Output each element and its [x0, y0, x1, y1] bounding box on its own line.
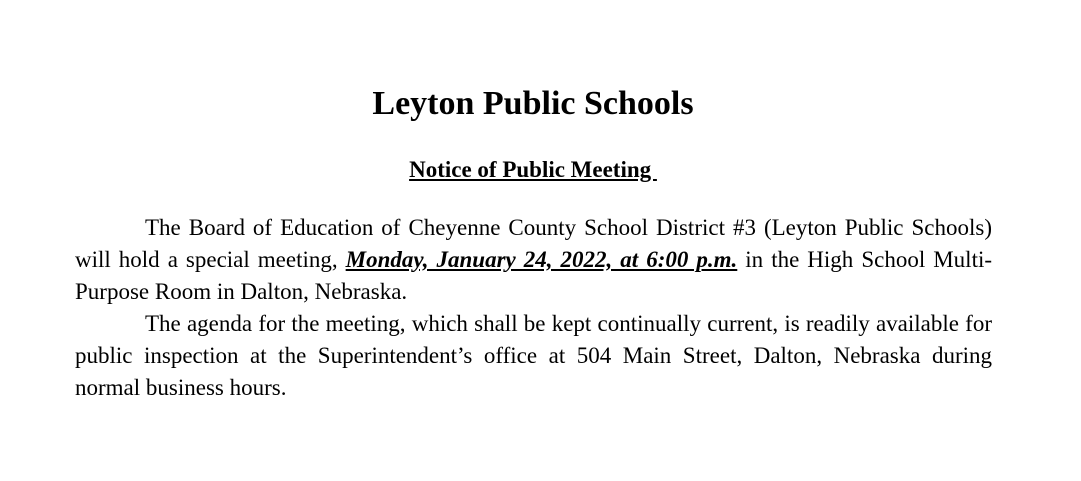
meeting-datetime: Monday, January 24, 2022, at 6:00 p.m.: [345, 247, 738, 272]
notice-heading-text: Notice of Public Meeting: [409, 157, 657, 182]
meeting-paragraph-intro: The Board of Education of Cheyenne County School District #3 (Leyton Public Schools) will hold a special meeting,: [75, 215, 992, 272]
notice-body: [75, 212, 992, 404]
meeting-location: in the High School Multi-Purpose Room in Dalton, Nebraska.: [75, 247, 993, 304]
meeting-paragraph: [75, 212, 992, 308]
agenda-paragraph: The agenda for the meeting, which shall be kept continually current, is readily available for public inspection at the Superintendent’s office at 504 Main Street, Dalton, Nebraska during normal business hours.: [75, 311, 992, 400]
notice-heading: [0, 155, 1066, 185]
organization-title: Leyton Public Schools: [372, 85, 694, 122]
